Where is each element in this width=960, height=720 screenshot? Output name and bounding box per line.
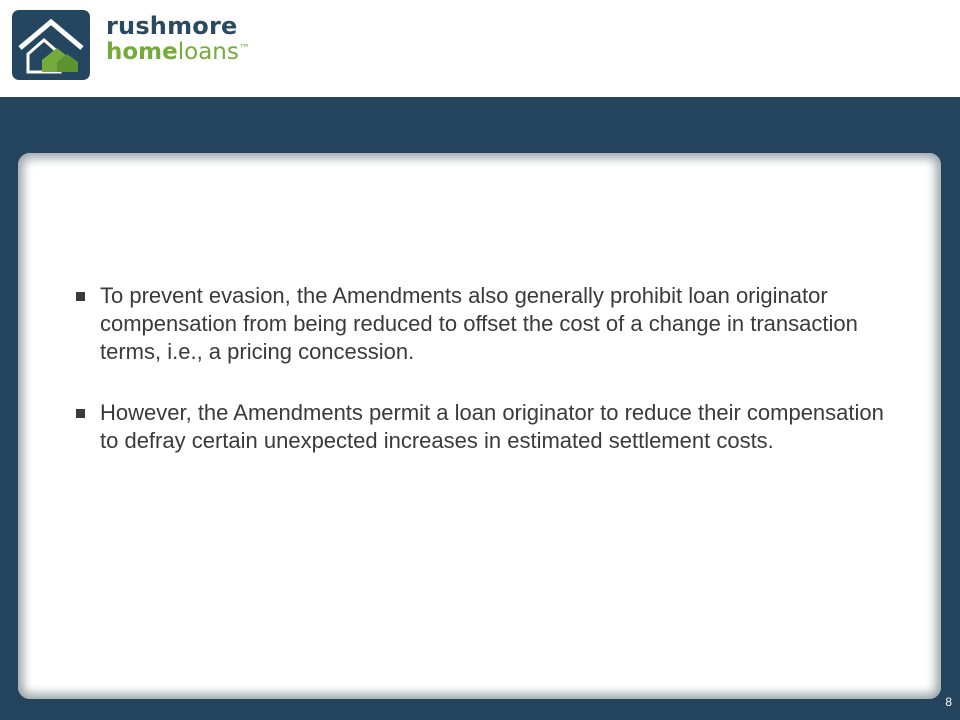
square-bullet-icon bbox=[76, 409, 85, 418]
brand-wordmark bbox=[106, 14, 250, 64]
slide-background bbox=[0, 97, 960, 720]
page-number: 8 bbox=[945, 695, 952, 709]
square-bullet-icon bbox=[76, 292, 85, 301]
brand-line2-rest: loans bbox=[177, 39, 239, 65]
brand-line2-bold: home bbox=[106, 39, 178, 65]
bullet-item bbox=[73, 399, 893, 455]
brand-line1: rushmore bbox=[106, 12, 238, 40]
brand-line2 bbox=[106, 41, 250, 64]
trademark-mark: ™ bbox=[238, 42, 250, 55]
bullet-list bbox=[73, 282, 893, 488]
bullet-item bbox=[73, 282, 893, 366]
house-logo-icon bbox=[12, 10, 90, 80]
bullet-text: However, the Amendments permit a loan originator to reduce their compensation to defray certain unexpected increases in estimated settlement costs. bbox=[100, 400, 884, 453]
bullet-text: To prevent evasion, the Amendments also generally prohibit loan originator compensation from being reduced to offset the cost of a change in transaction terms, i.e., a pricing concession. bbox=[100, 283, 858, 364]
header bbox=[0, 0, 960, 97]
content-panel bbox=[18, 153, 941, 699]
